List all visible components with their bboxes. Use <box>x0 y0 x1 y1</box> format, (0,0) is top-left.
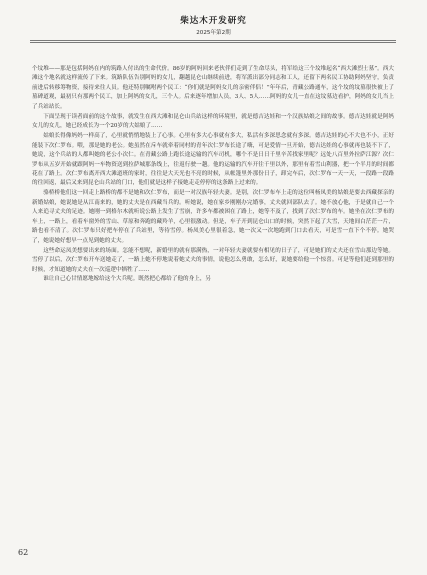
header-rule-top <box>30 40 396 41</box>
page-number: 62 <box>18 548 29 557</box>
journal-title: 柴达木开发研究 <box>180 16 247 26</box>
issue-label: 2025年第2期 <box>196 30 231 36</box>
paragraph: 骆桥桥他们这一回走上路桥的都不是她和次仁罗布，而是一对汉族年轻夫妻。是别，次仁罗布车上走的这位叫杨凤美的姑娘是要去西藏探亲的新婚姑娘，她说她是从江南来的，她的丈夫是在西藏当兵的。听她说，她在家乡刚刚办完婚事，丈夫就回部队去了。她不放心他，于是就自己一个人来追寻丈夫的足迹。她刚一到格尔木就听说公路上发生了雪崩，许多车都被困在了路上，她等不及了，找到了次仁罗布的车。她坐在次仁罗布的车上，一路上，看着车窗外的雪山、草原和奔跑的藏羚羊，心里很激动。但是，车子开到昆仑山口的时候，突然下起了大雪，天地间白茫茫一片，路也看不清了。次仁罗布只好把车停在了兵站里，等待雪停。杨凤美心里很着急，她一次又一次地跑到门口去看天，可是雪一直下个不停。她哭了，她说她好想早一点见到她的丈夫。 <box>32 190 394 244</box>
article-body <box>32 65 394 285</box>
paragraph: 个坟堆——那是包括阿妈在内的筑路人付出的生命代价。86岁的阿妈回来老伙伴们走到了生命尽头，将军给这三个坟堆起名“西大滩烈士墓”。西大滩这个地名就这样流传了下来。筑路队伍告别阿妈的女儿，翻越昆仑山继续前进，将军派出部分同志和工人，还留下两名民工协助阿妈坚守，负责前进后转移筹物资，接待来往人员。他还特别嘱咐两个民工：“你们就是阿妈女儿的亲密伴侣！”年年后，青藏公路通车，这个坟的坟墓很快被上了墓碑道观，最初只有那两个民工，加上阿妈的女儿，三个人。后来逐年增加人员，3人、5人……阿妈的女儿一直在这坟墓边看护，阿妈的女儿当上了兵站站长。 <box>32 66 394 110</box>
paragraph: 谁让自己心甘情愿地嫁给这个大兵呢。既然把心都给了他的身上，另 <box>43 276 212 283</box>
paragraph: 这些命运凤美想要出来的场面。怎能不想呢，新婚里的就有那满热，一对年轻夫妻就要有相见的日子了，可是她们的丈夫还在雪山那边等她。雪停了以后，次仁罗布开车送她走了，一路上她不停地说着她丈夫的事情，说他怎么勇敢，怎么好，说她要给他一个惊喜。可是等他们赶到那里的时候，才知道她的丈夫在一次巡逻中牺牲了…… <box>32 247 394 273</box>
header-rule-bottom <box>30 42 396 43</box>
paragraph: 姑娘长得像妈妈一样高了，心里就悄悄地装上了心事。心里有多大心事就有多大，私活有多深思念就有多深。德吉达娃的心不大也不小，正好能装下次仁罗布。喂，那是她的老公。她虽然在斥车就牵着同村的青年次仁罗布长途了嗨，可是爱情一旦开始，德吉达娃的心事就再也装不下了，她说，这个兵站的人都叫她的老公小次仁。在青藏公路上跑长途运输的汽车司机，哪个不是日日千里辛苦找家里呢？远处八百里外拉萨江源？次仁罗布从五岁开始就跟阿妈一车物资送到拉萨城那条线上，往返行驶一趟。他的运输的汽车开往千里以外，那里有着雪山利器，把一个半月的时间都花在了路上。次仁罗布离开西大滩道班的家时，往往是大天光也不亮的时候，从帐篷里外那份日子，卸完车后，次仁罗布一天一天，一段路一段路的往回返，最后又来到昆仑山兵站的门口，他们就是这样子接她走走停停的这条路上过来的。 <box>32 133 394 187</box>
running-header <box>0 14 427 36</box>
paragraph: 下面呈现于读者面前的这个故事，就发生在西大滩和昆仑山兵站这样的环境里，就是德吉达娃和一个汉族姑娘之间的故事。德吉达娃就是阿妈女儿的女儿，她已经成长为一个20岁的大姑娘了…… <box>32 113 394 130</box>
